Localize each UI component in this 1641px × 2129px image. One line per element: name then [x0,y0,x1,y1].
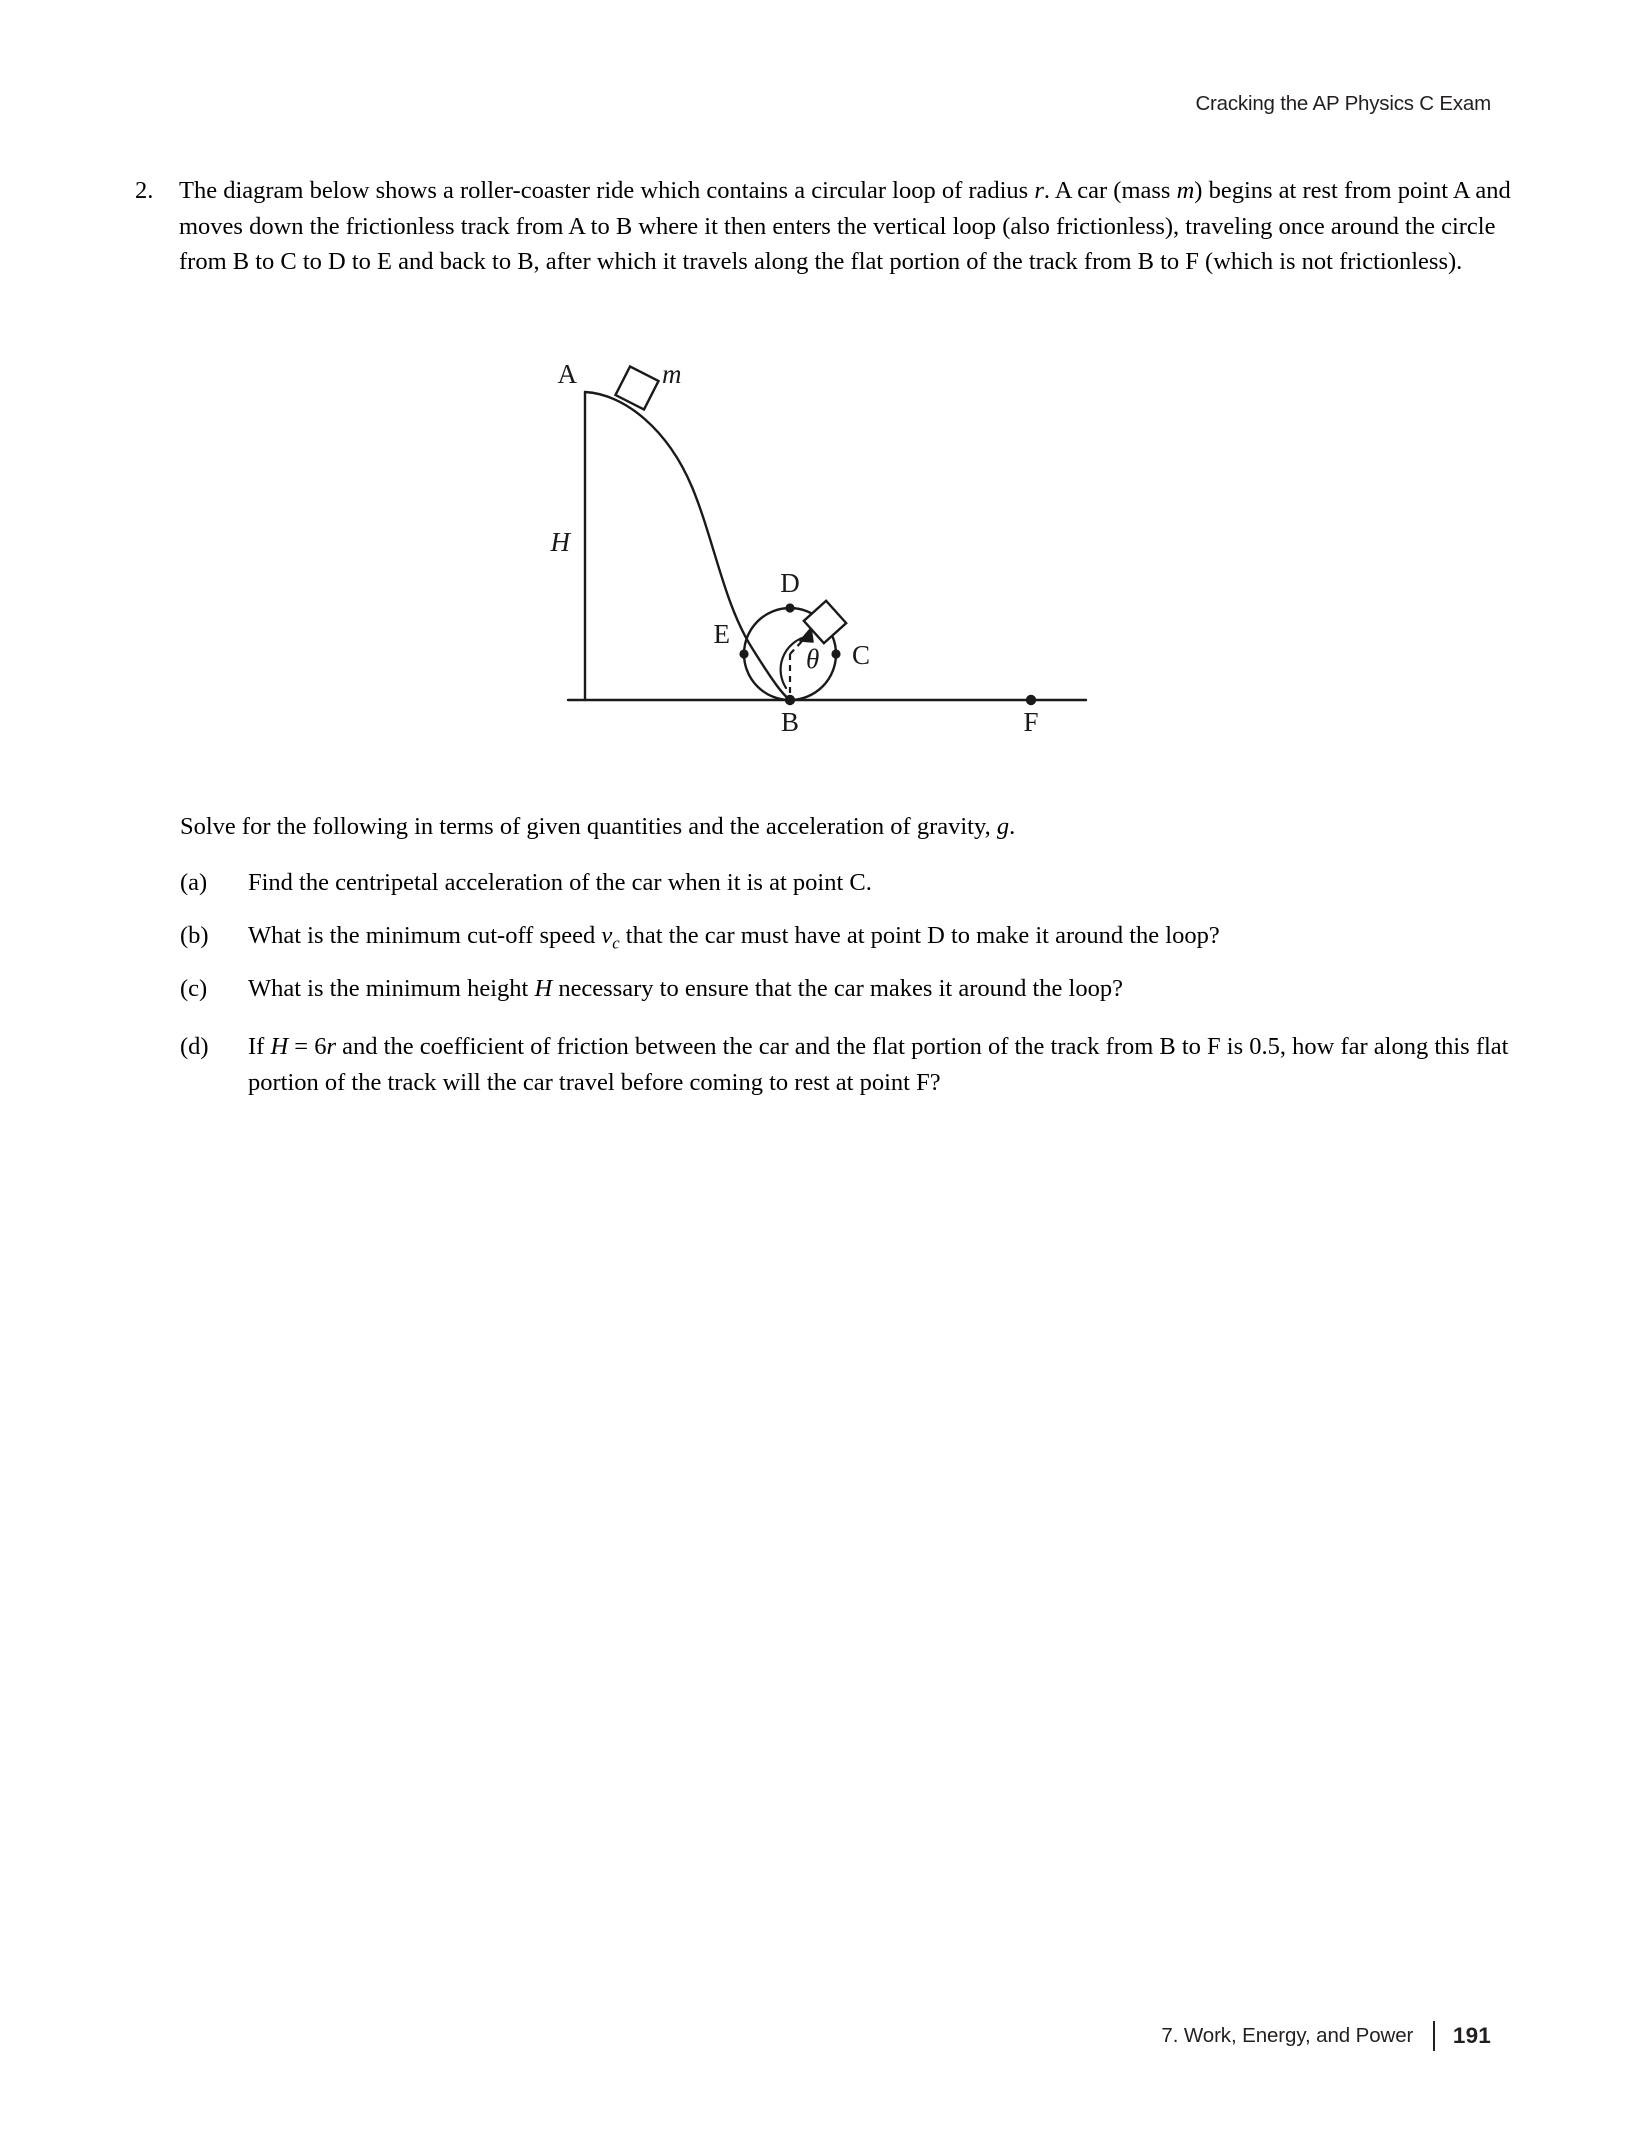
part-b-label: (b) [180,922,209,949]
car-block-on-loop [804,601,846,643]
part-c-seg2: necessary to ensure that the car makes it around the loop? [552,975,1123,1002]
part-c-var-H: H [534,975,553,1002]
figure-label-E: E [713,619,730,649]
question-part-a [180,865,1520,901]
part-a-text: Find the centripetal acceleration of the car when it is at point C. [248,869,872,896]
question-part-c [180,971,1520,1007]
dashed-radius-center-to-car [790,624,818,654]
running-header-title: Cracking the AP Physics C Exam [1195,92,1491,115]
part-d-seg2: = 6 [288,1033,327,1060]
part-d-seg3: and the coefficient of friction between the car and the flat portion of the track from B to F is 0.5, how far along this flat portion of the track will the car travel before coming to rest at point F? [248,1033,1509,1096]
solve-var-g: g [996,813,1010,840]
question-part-d [180,1029,1520,1100]
figure-label-m: m [662,359,682,389]
point-marker-E [739,649,748,658]
part-b-subscript-c: c [612,933,620,953]
question-number: 2. [135,177,154,204]
question-var-r: r [1034,177,1044,204]
figure-label-B: B [780,707,800,737]
car-block-on-incline [615,366,658,409]
question-text-seg3: ) begins at rest from point A and moves down the frictionless track from A to B where it then enters the vertical loop (also frictionless), traveling once around the circle from B to C to D to E and back to B, after which it travels along the flat portion of the track from B to F (which is not frictionless). [179,177,1511,275]
part-c-label: (c) [180,975,208,1002]
point-markers [739,603,1036,705]
point-marker-C [831,649,840,658]
theta-angle-arc [781,637,805,688]
question-text-seg2: . A car (mass [1043,177,1177,204]
part-b-seg1: What is the minimum cut-off speed [248,922,602,949]
figure-label-C: C [852,640,871,670]
figure-label-H: H [550,527,570,557]
part-b-var-v: v [601,922,613,949]
theta-arrowhead [800,628,813,642]
solve-instruction [180,809,1520,845]
part-d-var-r: r [326,1033,337,1060]
solve-text-seg1: Solve for the following in terms of given quantities and the acceleration of gravity, [180,813,997,840]
solve-text-seg2: . [1009,813,1016,840]
part-a-label: (a) [180,869,208,896]
track-curve-A-to-B [585,392,790,700]
figure-label-theta: θ [806,644,820,674]
question-var-m: m [1176,177,1195,204]
point-marker-B [785,695,795,705]
page-footer [1161,2021,1491,2051]
question-text-seg1: The diagram below shows a roller-coaster ride which contains a circular loop of radius [179,177,1035,204]
part-d-text [248,1029,1520,1100]
footer-page-number: 191 [1452,2023,1491,2048]
part-c-seg1: What is the minimum height [248,975,535,1002]
point-marker-F [1026,695,1036,705]
part-b-text [248,918,1520,961]
question-part-b [180,918,1520,961]
question-block [135,173,1515,280]
point-marker-D [785,603,794,612]
part-b-seg2: that the car must have at point D to make it around the loop? [619,922,1220,949]
figure-label-F: F [1023,707,1039,737]
loop-circle [744,608,836,700]
part-c-text [248,971,1520,1007]
footer-divider [1433,2021,1435,2051]
footer-chapter-title: 7. Work, Energy, and Power [1161,2024,1414,2047]
question-text [179,173,1515,280]
part-d-var-H: H [270,1033,289,1060]
figure-label-A: A [557,359,577,389]
figure-label-D: D [780,568,800,598]
part-d-label: (d) [180,1033,209,1060]
part-d-seg1: If [248,1033,271,1060]
